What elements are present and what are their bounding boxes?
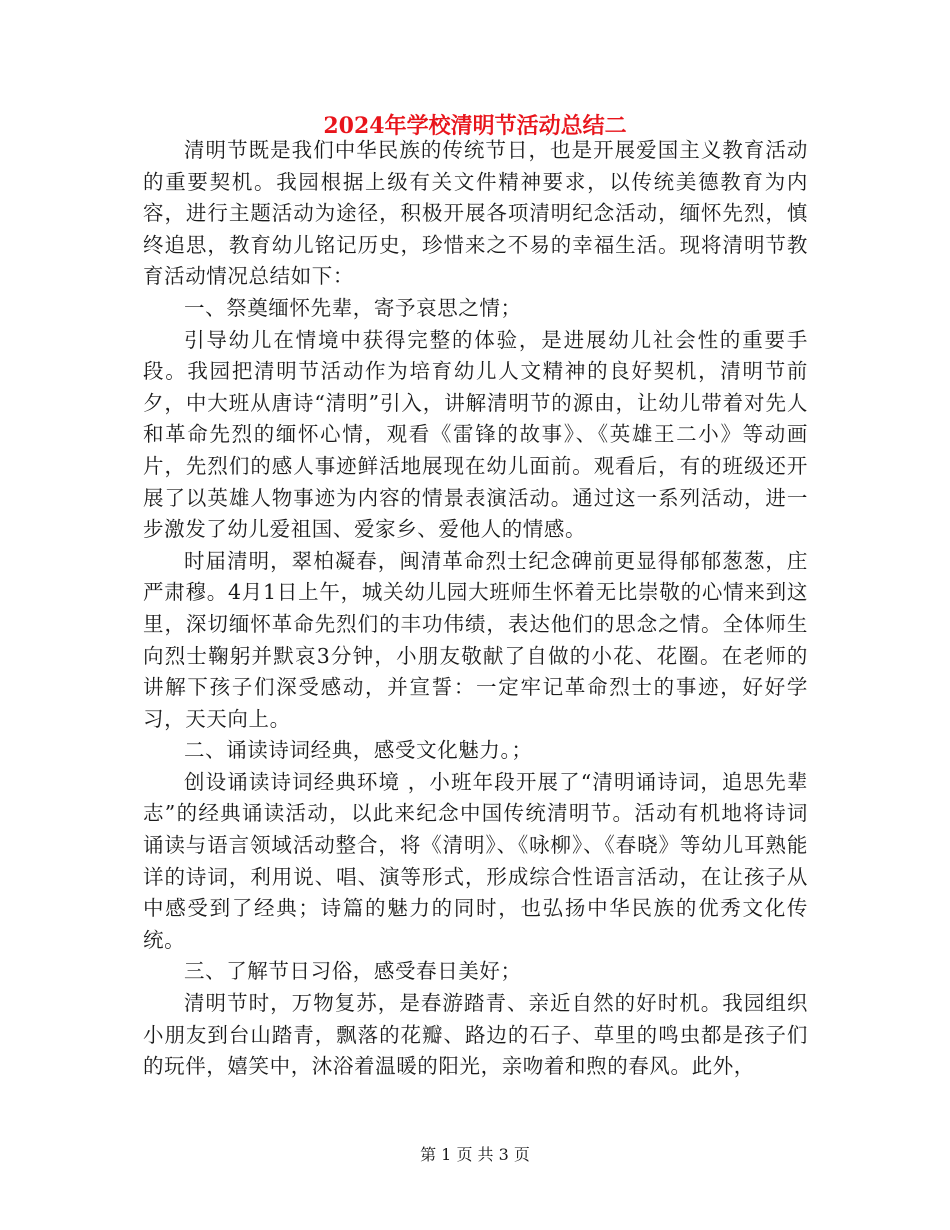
paragraph: 创设诵读诗词经典环境 ，小班年段开展了“清明诵诗词，追思先辈志”的经典诵读活动，以此来纪念中国传统清明节。活动有机地将诗词诵读与语言领域活动整合，将《清明》、《咏柳》、《春晓》等幼儿耳熟能详的诗词，利用说、唱、演等形式，形成综合性语言活动，在让孩子从中感受到了经典；诗篇的魅力的同时，也弘扬中华民族的优秀文化传统。: [143, 769, 808, 952]
page-prefix: 第: [420, 1145, 437, 1164]
page-mid: 页 共: [456, 1145, 494, 1164]
section-heading-1: 一、祭奠缅怀先辈，寄予哀思之情；: [184, 295, 522, 320]
section-heading-3: 三、了解节日习俗，感受春日美好；: [184, 959, 522, 984]
paragraph: 引导幼儿在情境中获得完整的体验，是进展幼儿社会性的重要手段。我园把清明节活动作为培育幼儿人文精神的良好契机，清明节前夕，中大班从唐诗“清明”引入，讲解清明节的源由，让幼儿带着对先人和革命先烈的缅怀心情，观看《雷锋的故事》、《英雄王二小》等动画片，先烈们的感人事迹鲜活地展现在幼儿面前。观看后，有的班级还开展了以英雄人物事迹为内容的情景表演活动。通过这一系列活动，进一步激发了幼儿爱祖国、爱家乡、爱他人的情感。: [143, 327, 808, 542]
document-title: 2024年学校清明节活动总结二: [323, 113, 627, 139]
page-current-number: 1: [441, 1145, 452, 1164]
document-body: [143, 135, 808, 1083]
page-total-number: 3: [498, 1145, 509, 1164]
page-suffix: 页: [513, 1145, 530, 1164]
section-heading-2: 二、诵读诗词经典，感受文化魅力。；: [184, 738, 533, 763]
page-footer: [0, 1143, 950, 1167]
paragraph-intro: 清明节既是我们中华民族的传统节日，也是开展爱国主义教育活动的重要契机。我园根据上级有关文件精神要求，以传统美德教育为内容，进行主题活动为途径，积极开展各项清明纪念活动，缅怀先烈，慎终追思，教育幼儿铭记历史，珍惜来之不易的幸福生活。现将清明节教育活动情况总结如下：: [143, 138, 808, 289]
paragraph: 清明节时，万物复苏，是春游踏青、亲近自然的好时机。我园组织小朋友到台山踏青，飘落的花瓣、路边的石子、草里的鸣虫都是孩子们的玩伴，嬉笑中，沐浴着温暖的阳光，亲吻着和煦的春风。此外，: [143, 991, 808, 1079]
paragraph: 时届清明，翠柏凝春，闽清革命烈士纪念碑前更显得郁郁葱葱，庄严肃穆。4月1日上午，城关幼儿园大班师生怀着无比崇敬的心情来到这里，深切缅怀革命先烈们的丰功伟绩，表达他们的思念之情。全体师生向烈士鞠躬并默哀3分钟，小朋友敬献了自做的小花、花圈。在老师的讲解下孩子们深受感动，并宣誓：一定牢记革命烈士的事迹，好好学习，天天向上。: [143, 548, 808, 731]
